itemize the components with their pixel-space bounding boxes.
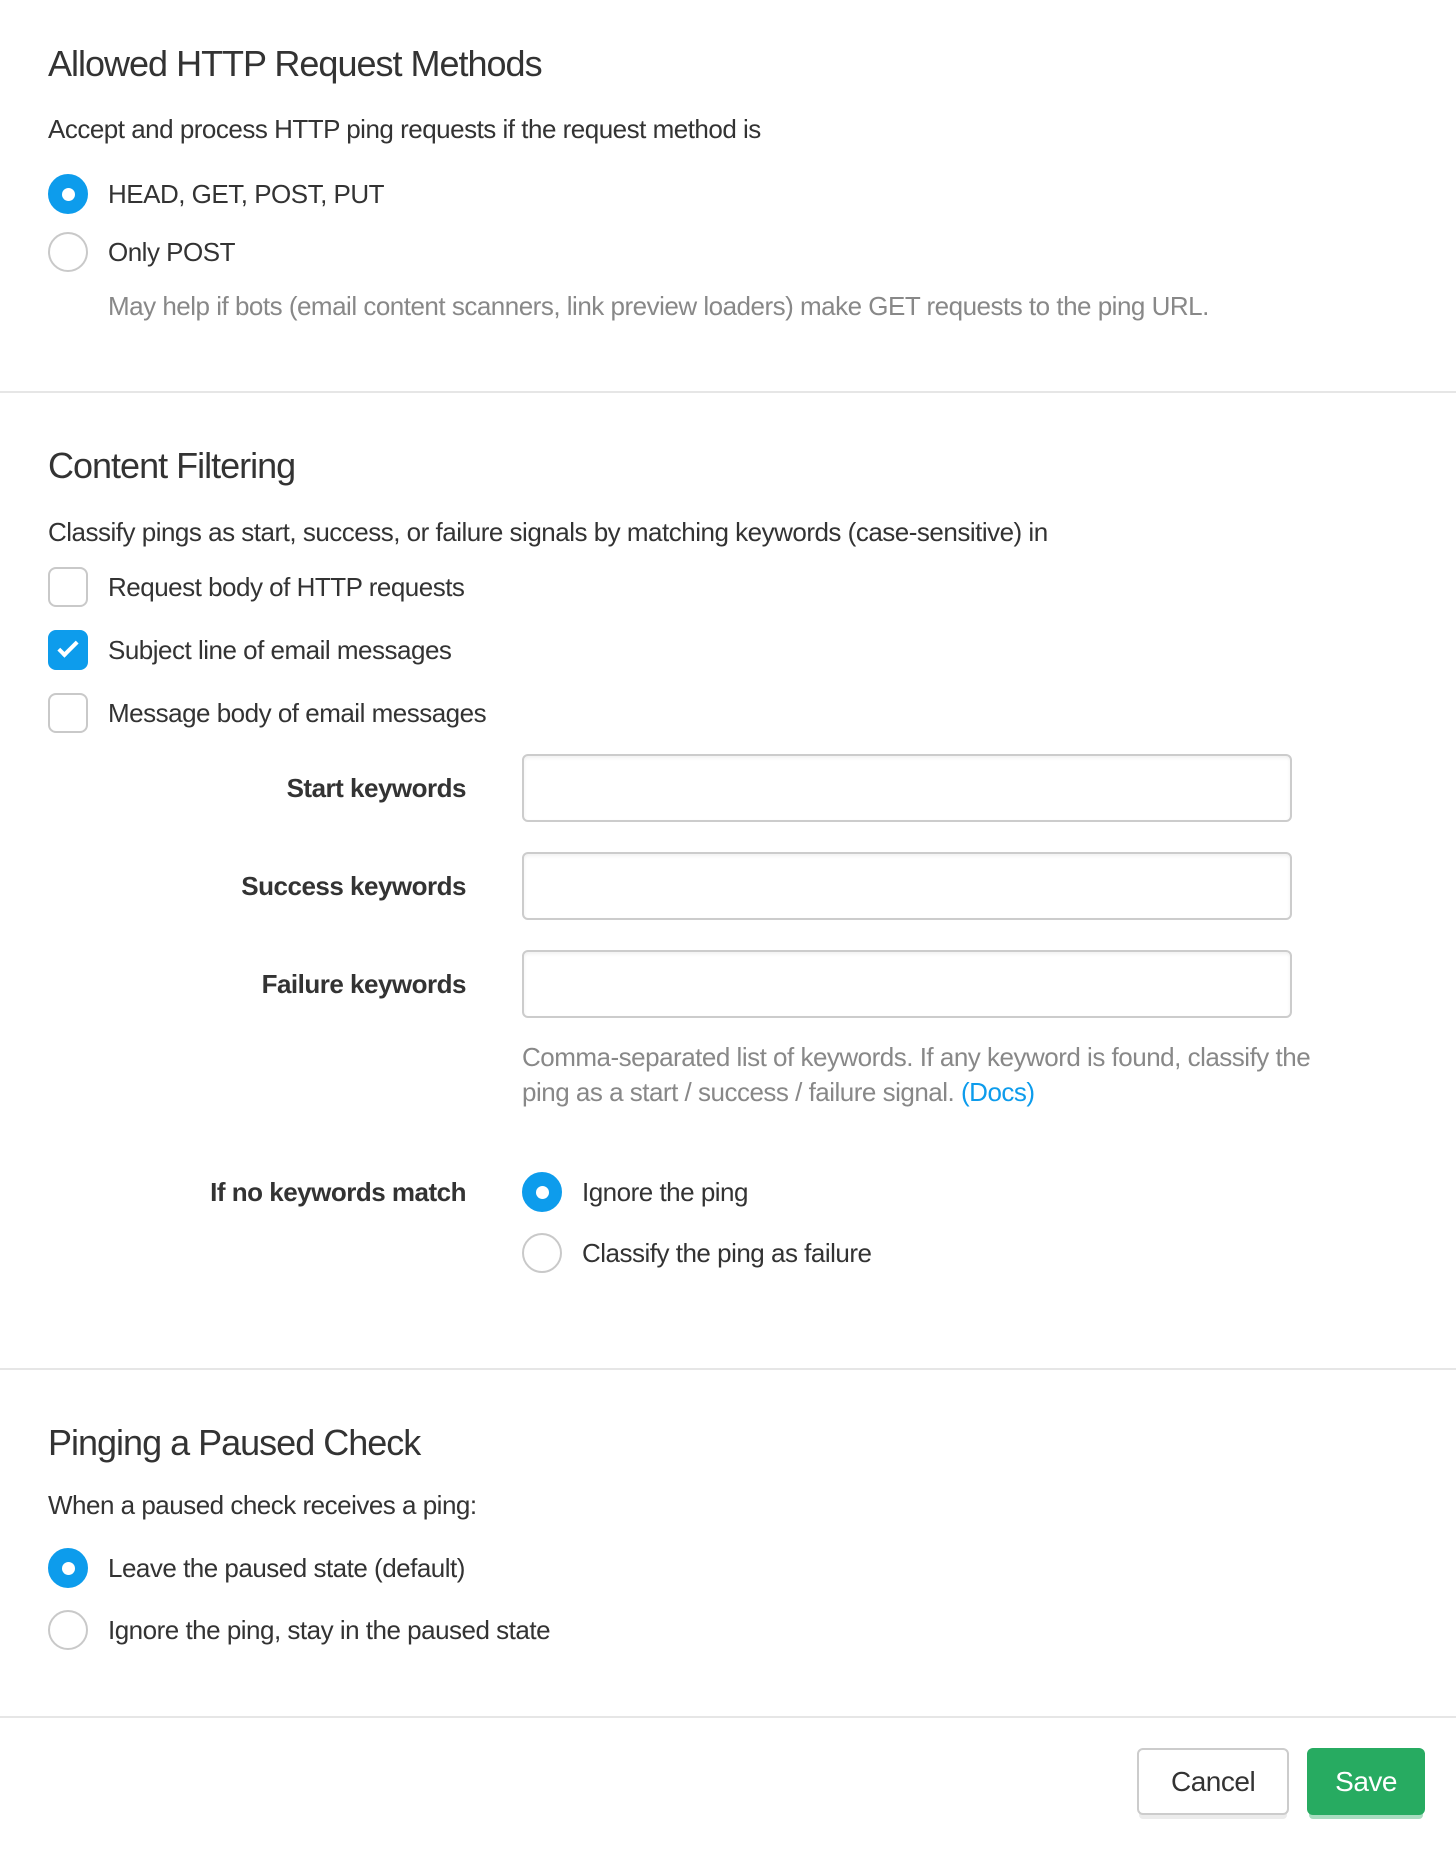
only-post-help-text: May help if bots (email content scanners, link preview loaders) make GET requests to the ping URL. [108, 291, 1209, 321]
failure-keywords-label: Failure keywords [261, 968, 466, 999]
radio-ignore-ping-label: Ignore the ping [582, 1176, 748, 1207]
form-row-failure-keywords [48, 950, 1408, 1018]
radio-only-post[interactable] [48, 232, 88, 272]
classify-failure-row [48, 1233, 1408, 1273]
checkbox-request-body[interactable] [48, 567, 88, 607]
http-methods-title: Allowed HTTP Request Methods [48, 43, 542, 84]
no-keywords-match-label: If no keywords match [210, 1176, 466, 1207]
success-keywords-input[interactable] [522, 852, 1292, 920]
failure-keywords-input[interactable] [522, 950, 1292, 1018]
section-content-filtering [0, 393, 1456, 1273]
radio-stay-paused[interactable] [48, 1610, 88, 1650]
section-http-methods [0, 0, 1456, 324]
checkbox-message-body[interactable] [48, 693, 88, 733]
checkbox-subject-line-label: Subject line of email messages [108, 634, 452, 665]
radio-leave-paused[interactable] [48, 1548, 88, 1588]
success-keywords-label: Success keywords [241, 870, 466, 901]
form-row-success-keywords [48, 852, 1408, 920]
paused-check-description: When a paused check receives a ping: [48, 1490, 477, 1520]
http-methods-description: Accept and process HTTP ping requests if the request method is [48, 114, 761, 144]
checkbox-row-message-body[interactable] [48, 693, 1408, 733]
radio-row-allow-all[interactable] [48, 174, 1408, 214]
radio-allow-all[interactable] [48, 174, 88, 214]
check-icon [57, 636, 78, 657]
start-keywords-control [522, 754, 1292, 822]
cancel-button[interactable]: Cancel [1137, 1748, 1289, 1815]
docs-link[interactable]: (Docs) [961, 1077, 1035, 1107]
no-keywords-match-row [48, 1172, 1408, 1212]
save-button[interactable]: Save [1307, 1748, 1425, 1815]
radio-classify-failure[interactable] [522, 1233, 562, 1273]
failure-keywords-control [522, 950, 1292, 1018]
start-keywords-input[interactable] [522, 754, 1292, 822]
checkbox-row-subject-line[interactable] [48, 630, 1408, 670]
start-keywords-label: Start keywords [286, 772, 466, 803]
section-paused-check [0, 1370, 1456, 1650]
radio-row-leave-paused[interactable] [48, 1548, 1408, 1588]
radio-only-post-label: Only POST [108, 236, 235, 267]
radio-leave-paused-label: Leave the paused state (default) [108, 1552, 465, 1583]
footer-actions [0, 1718, 1456, 1845]
radio-row-ignore-ping[interactable] [522, 1172, 748, 1212]
checkbox-message-body-label: Message body of email messages [108, 697, 487, 728]
content-filtering-title: Content Filtering [48, 445, 296, 486]
checkbox-subject-line[interactable] [48, 630, 88, 670]
paused-check-title: Pinging a Paused Check [48, 1422, 421, 1463]
form-row-start-keywords [48, 754, 1408, 822]
radio-ignore-ping[interactable] [522, 1172, 562, 1212]
content-filtering-description: Classify pings as start, success, or failure signals by matching keywords (case-sensitive) in [48, 517, 1048, 547]
radio-row-only-post[interactable] [48, 232, 1408, 272]
radio-classify-failure-label: Classify the ping as failure [582, 1237, 872, 1268]
success-keywords-control [522, 852, 1292, 920]
radio-allow-all-label: HEAD, GET, POST, PUT [108, 178, 385, 209]
radio-stay-paused-label: Ignore the ping, stay in the paused state [108, 1614, 551, 1645]
checkbox-row-request-body[interactable] [48, 567, 1408, 607]
checkbox-request-body-label: Request body of HTTP requests [108, 571, 465, 602]
keywords-help-text: Comma-separated list of keywords. If any keyword is found, classify the ping as a start / success / failure signal. (Docs) [522, 1042, 1311, 1107]
radio-row-classify-failure[interactable] [522, 1233, 871, 1273]
radio-row-stay-paused[interactable] [48, 1610, 1408, 1650]
